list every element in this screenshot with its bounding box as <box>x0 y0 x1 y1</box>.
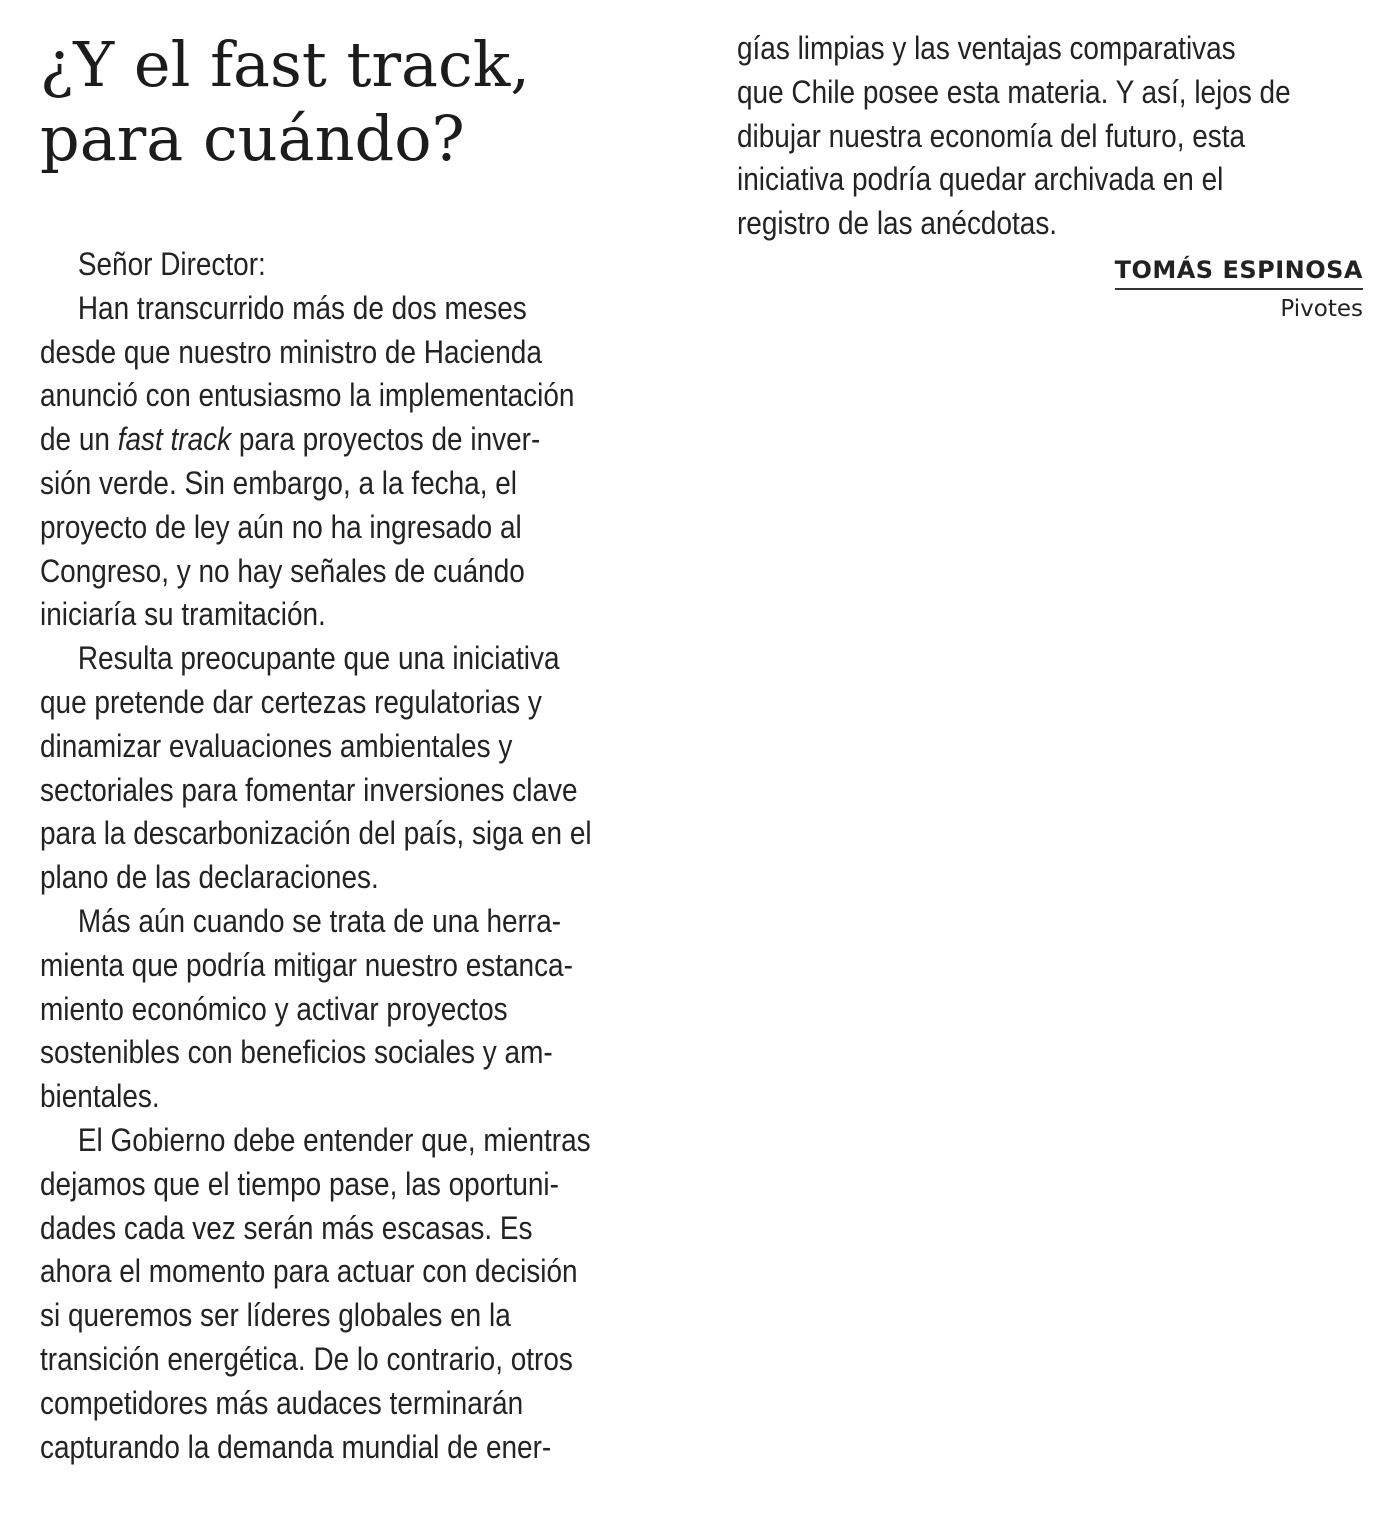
text-line: anunció con entusiasmo la implementación <box>40 377 575 414</box>
text-line: plano de las declaraciones. <box>40 859 379 896</box>
text-line: para la descarbonización del país, siga en el <box>40 815 592 852</box>
text-line: El Gobierno debe entender que, mientras <box>77 1121 591 1158</box>
paragraph-3 <box>40 900 694 1119</box>
author-name: TOMÁS ESPINOSA <box>1115 256 1363 290</box>
text-line: dejamos que el tiempo pase, las oportuni- <box>40 1165 559 1202</box>
text-line: registro de las anécdotas. <box>737 205 1058 242</box>
salutation: Señor Director: <box>77 246 266 282</box>
text-line: dades cada vez serán más escasas. Es <box>40 1209 533 1246</box>
text-line: mienta que podría mitigar nuestro estanca- <box>40 946 573 983</box>
headline <box>40 28 680 176</box>
signature-block <box>1115 256 1363 322</box>
text-line: si queremos ser líderes globales en la <box>40 1297 511 1334</box>
text-line: dinamizar evaluaciones ambientales y <box>40 727 513 764</box>
text-line: sostenibles con beneficios sociales y am- <box>40 1034 553 1071</box>
text-line: competidores más audaces terminarán <box>40 1384 524 1421</box>
text-line: Han transcurrido más de dos meses <box>77 289 527 326</box>
text-line: desde que nuestro ministro de Hacienda <box>40 333 542 370</box>
letter-column-right <box>737 27 1379 246</box>
text-line <box>40 418 694 462</box>
text-line: sectoriales para fomentar inversiones clave <box>40 771 578 808</box>
letter-column-left <box>40 243 694 1469</box>
text-line: que Chile posee esta materia. Y así, lejos de <box>737 73 1291 110</box>
italic-term: fast track <box>117 421 232 458</box>
text-run: de un <box>40 421 118 458</box>
text-line: capturando la demanda mundial de ener- <box>40 1428 552 1465</box>
text-line: transición energética. De lo contrario, otros <box>40 1340 573 1377</box>
text-line: Más aún cuando se trata de una herra- <box>77 902 562 939</box>
text-line: que pretende dar certezas regulatorias y <box>40 683 542 720</box>
text-line: Resulta preocupante que una iniciativa <box>77 640 560 677</box>
paragraph-2 <box>40 637 694 900</box>
author-affiliation: Pivotes <box>1280 296 1363 322</box>
text-run: para proyectos de inver- <box>231 421 541 458</box>
text-line: iniciaría su tramitación. <box>40 596 326 633</box>
text-line: iniciativa podría quedar archivada en el <box>737 161 1224 198</box>
headline-line-2: para cuándo? <box>40 102 465 175</box>
text-line: Congreso, y no hay señales de cuándo <box>40 552 525 589</box>
text-line: sión verde. Sin embargo, a la fecha, el <box>40 464 517 501</box>
text-line: miento económico y activar proyectos <box>40 990 508 1027</box>
paragraph-1 <box>40 287 694 637</box>
paragraph-4-continued <box>737 27 1379 246</box>
headline-line-1: ¿Y el fast track, <box>40 28 530 101</box>
text-line: ahora el momento para actuar con decisión <box>40 1253 578 1290</box>
text-line: bientales. <box>40 1078 160 1115</box>
text-line: dibujar nuestra economía del futuro, esta <box>737 117 1246 154</box>
paragraph-4 <box>40 1119 694 1469</box>
text-line: proyecto de ley aún no ha ingresado al <box>40 508 522 545</box>
text-line: gías limpias y las ventajas comparativas <box>737 30 1236 66</box>
